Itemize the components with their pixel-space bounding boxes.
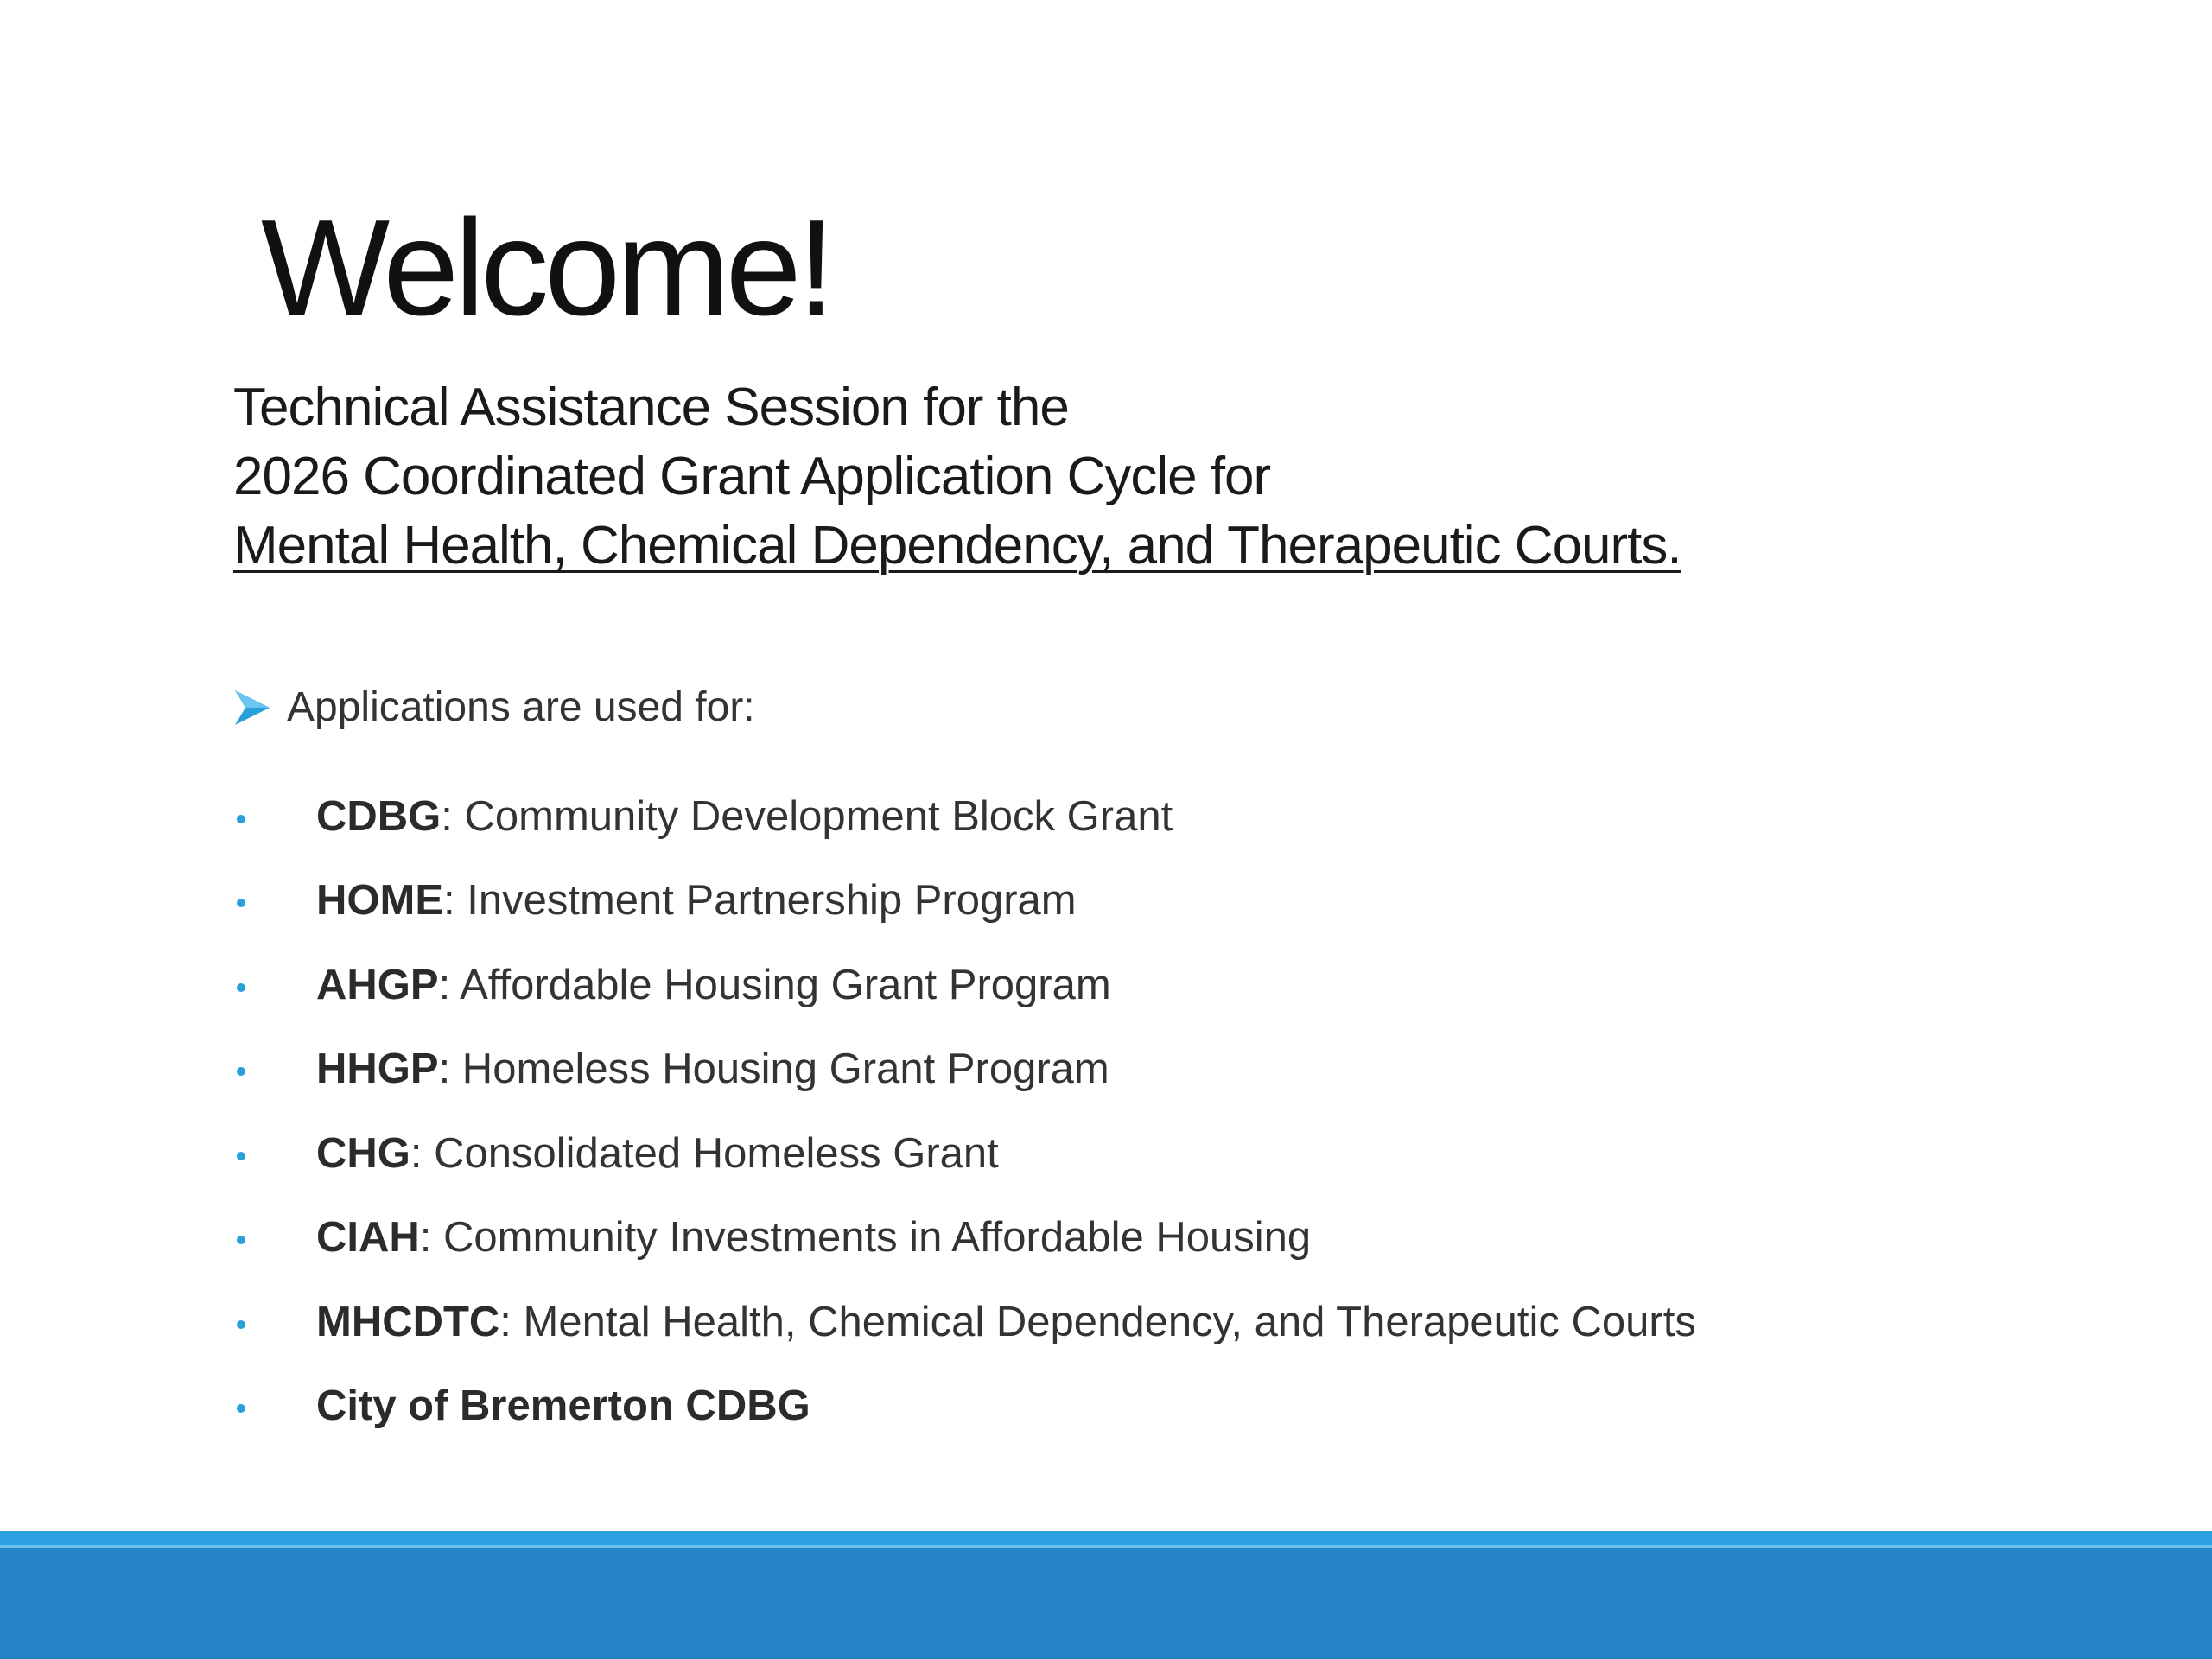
list-item [233, 943, 1696, 1027]
program-entry [316, 1298, 1696, 1346]
program-entry [316, 1213, 1311, 1262]
program-abbr: HOME [316, 877, 443, 925]
program-description: : Affordable Housing Grant Program [438, 961, 1111, 1008]
program-entry [316, 961, 1111, 1009]
footer-accent-line [0, 1531, 2212, 1545]
program-description: : Investment Partnership Program [443, 877, 1077, 925]
program-abbr: CDBG [316, 792, 442, 840]
slide-title: Welcome! [261, 192, 831, 344]
bullet-dot-icon [237, 983, 245, 992]
subtitle-line-2: 2026 Coordinated Grant Application Cycle for [233, 447, 1271, 506]
program-abbr: MHCDTC [316, 1298, 500, 1345]
list-item [233, 1111, 1696, 1196]
bullet-dot-icon [237, 1067, 245, 1076]
bullet-dot-icon [237, 1152, 245, 1160]
list-item [233, 1027, 1696, 1112]
bullet-dot-icon [237, 1236, 245, 1244]
program-entry [316, 1045, 1109, 1093]
program-description: : Mental Health, Chemical Dependency, and Therapeutic Courts [499, 1298, 1696, 1345]
bullet-dot-icon [237, 1404, 245, 1413]
subtitle-line-1: Technical Assistance Session for the [233, 378, 1069, 437]
list-item [233, 1196, 1696, 1281]
applications-intro [233, 679, 755, 736]
program-description: : Consolidated Homeless Grant [410, 1129, 999, 1177]
applications-intro-text: Applications are used for: [287, 684, 755, 730]
bullet-dot-icon [237, 815, 245, 823]
subtitle-line-3: Mental Health, Chemical Dependency, and Therapeutic Courts. [233, 516, 1681, 575]
program-entry [316, 1129, 999, 1178]
list-item [233, 859, 1696, 944]
list-item [233, 774, 1696, 859]
program-entry [316, 876, 1077, 925]
arrow-right-icon [233, 687, 271, 728]
program-abbr: CIAH [316, 1214, 420, 1262]
program-abbr: CHG [316, 1129, 410, 1177]
program-entry [316, 792, 1173, 841]
bullet-dot-icon [237, 1320, 245, 1329]
footer-band [0, 1545, 2212, 1659]
slide-subtitle [233, 373, 1681, 581]
program-abbr: HHGP [316, 1046, 439, 1093]
program-entry [316, 1382, 810, 1430]
program-description: : Homeless Housing Grant Program [438, 1046, 1109, 1093]
bullet-dot-icon [237, 899, 245, 907]
list-item [233, 1364, 1696, 1449]
program-description: : Community Investments in Affordable Housing [419, 1214, 1312, 1262]
program-abbr: City of Bremerton CDBG [316, 1382, 810, 1430]
list-item [233, 1280, 1696, 1364]
program-abbr: AHGP [316, 961, 439, 1008]
program-description: : Community Development Block Grant [441, 792, 1173, 840]
program-list [233, 774, 1696, 1448]
